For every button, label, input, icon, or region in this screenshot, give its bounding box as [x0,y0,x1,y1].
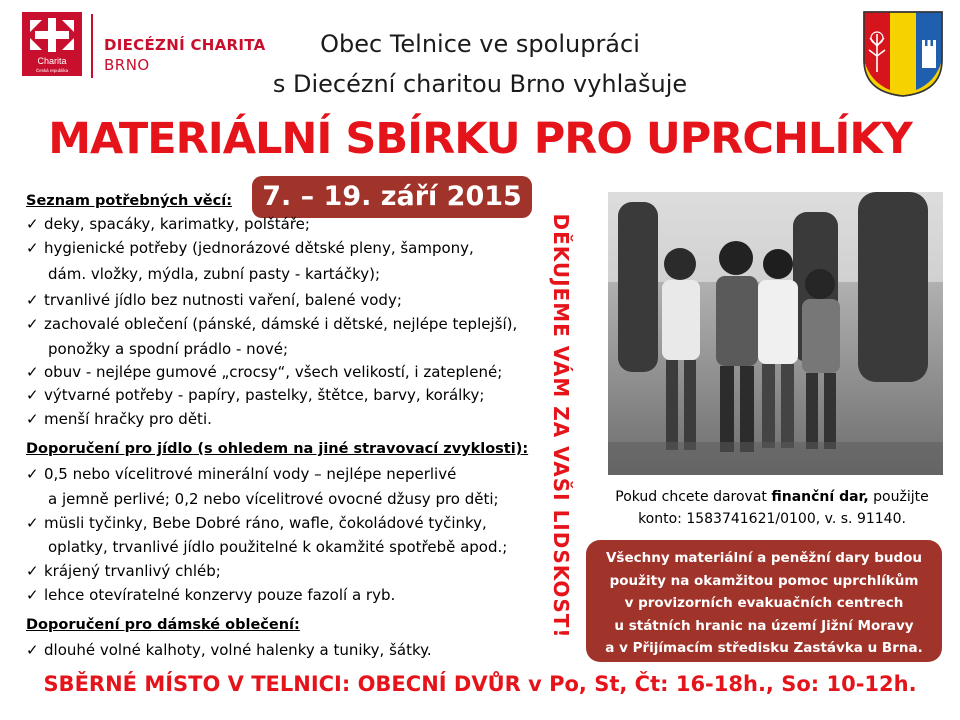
info-line: u státních hranic na území Jižní Moravy [614,617,914,634]
refugee-children-photo [608,192,943,475]
list-item: ✓ výtvarné potřeby - papíry, pastelky, štětce, barvy, korálky; [26,386,485,404]
thanks-vertical-text: DĚKUJEME VÁM ZA VAŠI LIDSKOST! [549,213,573,639]
telnice-crest-icon [862,10,944,98]
headline: MATERIÁLNÍ SBÍRKU PRO UPRCHLÍKY [48,114,912,164]
info-box [586,540,942,662]
food-heading: Doporučení pro jídlo (s ohledem na jiné stravovací zvyklosti): [26,441,529,457]
list-item-continuation: oplatky, trvanlivé jídlo použitelné k okamžité spotřebě apod.; [48,538,508,556]
info-line: použity na okamžitou pomoc uprchlíkům [609,572,919,589]
info-line: Všechny materiální a peněžní dary budou [605,550,923,566]
list-item: ✓ lehce otevíratelné konzervy pouze fazolí a ryb. [26,586,396,604]
checkmark-icon: ✓ [26,363,39,381]
list-item: ✓ zachovalé oblečení (pánské, dámské i dětské, nejlépe teplejší), [26,315,518,333]
collection-point-footer: SBĚRNÉ MÍSTO V TELNICI: OBECNÍ DVŮR v Po, St, Čt: 16-18h., So: 10-12h. [43,672,917,696]
donation-text: Pokud chcete darovat finanční dar, použijte konto: 1583741621/0100, v. s. 91140. [615,489,929,527]
checkmark-icon: ✓ [26,514,39,532]
date-badge: 7. – 19. září 2015 [252,176,532,218]
checkmark-icon: ✓ [26,410,39,428]
charita-logo [22,12,82,76]
women-heading: Doporučení pro dámské oblečení: [26,617,300,633]
list-item: ✓ dlouhé volné kalhoty, volné halenky a tuniky, šátky. [26,641,432,659]
list-item: ✓ krájený trvanlivý chléb; [26,562,221,580]
thanks-vertical-container [539,192,583,660]
checkmark-icon: ✓ [26,641,39,659]
checkmark-icon: ✓ [26,562,39,580]
logo-org-name: DIECÉZNÍ CHARITA [104,36,266,54]
checkmark-icon: ✓ [26,465,39,483]
logo-city: BRNO [104,56,150,74]
list-item: ✓ müsli tyčinky, Bebe Dobré ráno, wafle, čokoládové tyčinky, [26,514,487,532]
list-item: ✓ deky, spacáky, karimatky, polštáře; [26,215,310,233]
list-item: ✓ trvanlivé jídlo bez nutnosti vaření, balené vody; [26,291,402,309]
checkmark-icon: ✓ [26,586,39,604]
list-item: ✓ hygienické potřeby (jednorázové dětské pleny, šampony, [26,239,474,257]
needed-items-heading: Seznam potřebných věcí: [26,193,233,209]
checkmark-icon: ✓ [26,386,39,404]
checkmark-icon: ✓ [26,239,39,257]
charita-mark-text: Charita [37,56,67,66]
checkmark-icon: ✓ [26,291,39,309]
info-line: a v Přijímacím středisku Zastávka u Brna. [605,640,923,656]
list-item-continuation: a jemně perlivé; 0,2 nebo vícelitrové ovocné džusy pro děti; [48,490,499,508]
checkmark-icon: ✓ [26,215,39,233]
list-item-continuation: ponožky a spodní prádlo - nové; [48,340,289,358]
list-item-continuation: dám. vložky, mýdla, zubní pasty - kartáčky); [48,265,381,283]
list-item: ✓ menší hračky pro děti. [26,410,212,428]
checkmark-icon: ✓ [26,315,39,333]
intro-line-1: Obec Telnice ve spolupráci [320,30,640,58]
info-line: v provizorních evakuačních centrech [624,595,904,611]
list-item: ✓ 0,5 nebo vícelitrové minerální vody – nejlépe neperlivé [26,465,457,483]
list-item: ✓ obuv - nejlépe gumové „crocsy“, všech velikostí, i zateplené; [26,363,503,381]
charita-mark-subtext: Česká republika [35,68,69,73]
intro-line-2: s Diecézní charitou Brno vyhlašuje [272,70,688,98]
logo-divider [91,14,93,78]
